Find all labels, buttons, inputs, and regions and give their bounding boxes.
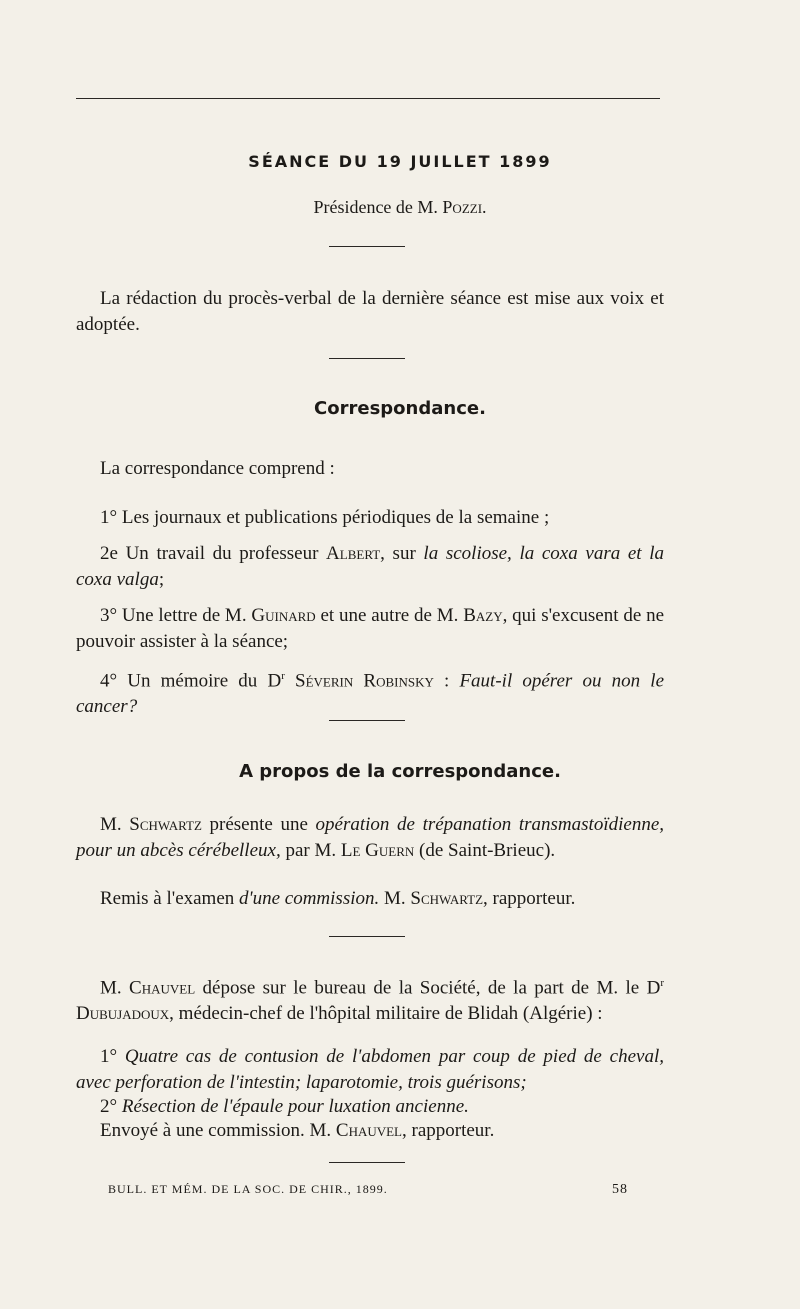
correspondance-intro: La correspondance comprend : — [100, 458, 335, 479]
item3-text-c: , qui s'excusent de ne pouvoir assister à la séance; — [76, 605, 664, 652]
correspondance-item-1: 1° Les journaux et publications périodiques de la semaine ; — [100, 507, 550, 528]
apropos-p2-text-b: M. — [379, 888, 411, 909]
presidence-prefix: Présidence de M. — [313, 197, 438, 217]
item4-name: Séverin Robinsky — [284, 670, 434, 692]
item2-italic: la scoliose, la coxa vara et la coxa valga — [76, 543, 664, 590]
item2-text-b: , sur — [380, 543, 424, 564]
proces-verbal-paragraph: La rédaction du procès-verbal de la dernière séance est mise aux voix et adoptée. — [76, 288, 664, 335]
page-footer — [108, 1182, 628, 1197]
chauvel-paragraph-2 — [76, 1118, 664, 1144]
chauvel-p1-text-c: , médecin-chef de l'hôpital militaire de Blidah (Algérie) : — [169, 1003, 603, 1025]
chauvel-item-2 — [76, 1094, 664, 1120]
apropos-title: A propos de la correspondance. — [239, 761, 561, 782]
chauvel-p1-text-b: dépose sur le bureau de la Société, de la part de M. le D — [195, 977, 661, 999]
item3-text-b: et une autre de M. — [315, 605, 464, 626]
item4-text: 4° Un mémoire du D — [100, 670, 282, 692]
presidence-line — [0, 197, 800, 218]
chauvel-paragraph-1 — [76, 970, 664, 1027]
apropos-p2-italic: d'une commission. — [239, 888, 380, 909]
chauvel-item1-num: 1° — [100, 1046, 125, 1067]
correspondance-item-2 — [76, 541, 664, 593]
apropos-p1-text: M. — [100, 814, 130, 835]
chauvel-item-1 — [76, 1044, 664, 1096]
session-title: SÉANCE DU 19 JUILLET 1899 — [248, 152, 552, 171]
apropos-p1-text-c: par M. — [280, 840, 341, 861]
divider-4 — [329, 936, 405, 937]
chauvel-p1-sup: r — [660, 977, 664, 989]
page-number: 58 — [612, 1182, 628, 1197]
chauvel-p1-name: Chauvel — [129, 977, 196, 999]
item3-text: 3° Une lettre de M. — [100, 605, 252, 626]
chauvel-p1-text: M. — [100, 977, 130, 999]
correspondance-title: Correspondance. — [314, 398, 486, 419]
apropos-p1-text-b: présente une — [201, 814, 316, 835]
chauvel-item2-num: 2° — [100, 1096, 122, 1117]
divider-2 — [329, 358, 405, 359]
correspondance-item-3 — [76, 603, 664, 655]
item2-name: Albert — [326, 543, 381, 564]
chauvel-item1-italic: Quatre cas de contusion de l'abdomen par coup de pied de cheval, avec perforation de l'intestin; laparotomie, trois guérisons; — [76, 1046, 664, 1093]
item4-text-b: : — [433, 670, 460, 692]
chauvel-p1-name-2: Dubujadoux — [76, 1003, 170, 1025]
item2-text-c: ; — [158, 569, 165, 590]
apropos-p1-name: Schwartz — [129, 814, 202, 835]
correspondance-item-4 — [76, 663, 664, 720]
apropos-p1-italic: opération de trépanation transmastoïdienne, pour un abcès cérébelleux, — [76, 814, 665, 861]
footer-journal: BULL. ET MÉM. DE LA SOC. DE CHIR., 1899. — [108, 1182, 388, 1196]
apropos-p2-text-c: , rapporteur. — [483, 888, 576, 909]
apropos-p2-name: Schwartz — [410, 888, 484, 909]
top-rule — [76, 98, 660, 99]
divider-3 — [329, 720, 405, 721]
apropos-p1-text-d: (de Saint-Brieuc). — [414, 840, 556, 861]
divider-5 — [329, 1162, 405, 1163]
chauvel-p2-name: Chauvel — [335, 1120, 402, 1141]
chauvel-p2-text: Envoyé à une commission. M. — [100, 1120, 336, 1141]
item3-name-1: Guinard — [251, 605, 316, 626]
chauvel-item2-italic: Résection de l'épaule pour luxation ancienne. — [121, 1096, 469, 1117]
apropos-paragraph-1 — [76, 812, 664, 864]
item4-italic: Faut-il opérer ou non le cancer? — [76, 670, 664, 718]
chauvel-p2-text-b: , rapporteur. — [402, 1120, 495, 1141]
presidence-name: Pozzi. — [442, 197, 487, 217]
item4-sup: r — [281, 670, 285, 682]
item3-name-2: Bazy — [463, 605, 503, 626]
apropos-paragraph-2 — [76, 886, 664, 912]
item2-text: 2e Un travail du professeur — [100, 543, 327, 564]
apropos-p1-name-2: Le Guern — [340, 840, 415, 861]
divider-1 — [329, 246, 405, 247]
apropos-p2-text: Remis à l'examen — [100, 888, 240, 909]
